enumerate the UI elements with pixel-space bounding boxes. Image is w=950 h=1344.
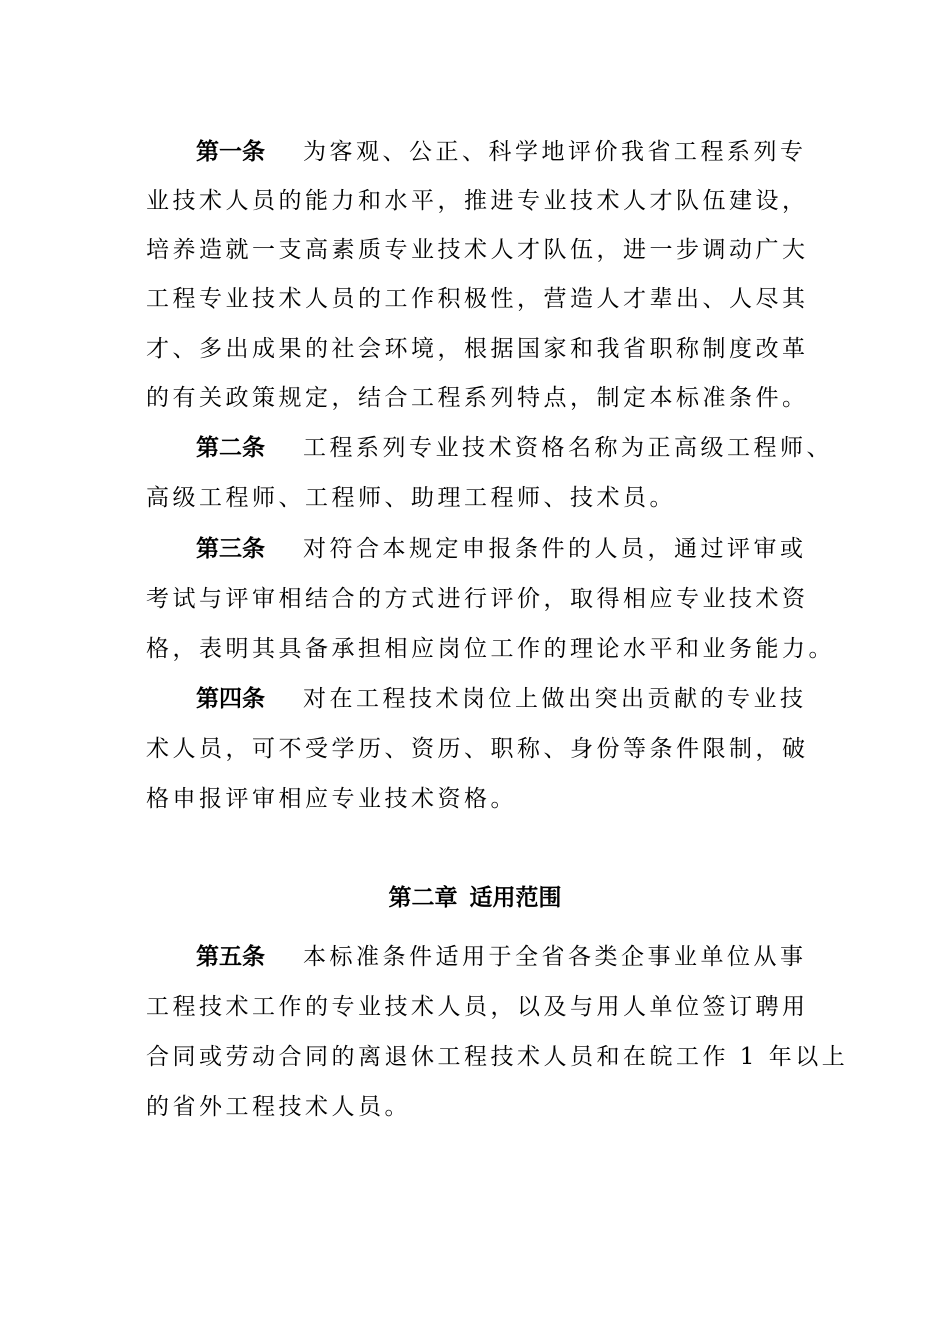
article-4-line-2: 术人员，可不受学历、资历、职称、身份等条件限制，破 (146, 736, 809, 762)
article-5-line-2: 工程技术工作的专业技术人员，以及与用人单位签订聘用 (146, 994, 809, 1020)
article-1-line-3: 培养造就一支高素质专业技术人才队伍，进一步调动广大 (146, 237, 809, 263)
article-5-line-4: 的省外工程技术人员。 (146, 1094, 411, 1120)
article-1-label: 第一条 (196, 139, 265, 165)
article-1-line-4: 工程专业技术人员的工作积极性，营造人才辈出、人尽其 (146, 286, 809, 312)
article-1-line-6: 的有关政策规定，结合工程系列特点，制定本标准条件。 (146, 385, 809, 411)
article-1-text-1: 为客观、公正、科学地评价我省工程系列专 (303, 139, 807, 165)
article-4-line-1 (196, 683, 807, 715)
article-2-line-1 (196, 432, 833, 464)
article-3-label: 第三条 (196, 536, 265, 562)
article-3-line-1 (196, 533, 807, 565)
chapter-title: 适用范围 (469, 885, 562, 911)
chapter-number: 第二章 (388, 885, 458, 911)
article-3-text-1: 对符合本规定申报条件的人员，通过评审或 (303, 536, 807, 562)
article-1-line-2: 业技术人员的能力和水平，推进专业技术人才队伍建设， (146, 188, 809, 214)
article-4-line-3: 格申报评审相应专业技术资格。 (146, 786, 517, 812)
article-5-label: 第五条 (196, 944, 265, 970)
article-5-text-1: 本标准条件适用于全省各类企事业单位从事 (303, 944, 807, 970)
article-4-text-1: 对在工程技术岗位上做出突出贡献的专业技 (303, 686, 807, 712)
article-4-label: 第四条 (196, 686, 265, 712)
article-2-line-2: 高级工程师、工程师、助理工程师、技术员。 (146, 485, 676, 511)
chapter-heading (0, 880, 950, 916)
article-1-line-5: 才、多出成果的社会环境，根据国家和我省职称制度改革 (146, 336, 809, 362)
article-2-label: 第二条 (196, 435, 265, 461)
article-5-line-1 (196, 941, 807, 973)
article-3-line-3: 格，表明其具备承担相应岗位工作的理论水平和业务能力。 (146, 636, 835, 662)
article-1-line-1 (196, 136, 807, 168)
article-3-line-2: 考试与评审相结合的方式进行评价，取得相应专业技术资 (146, 586, 809, 612)
article-2-text-1: 工程系列专业技术资格名称为正高级工程师、 (303, 435, 833, 461)
article-5-line-3: 合同或劳动合同的离退休工程技术人员和在皖工作 1 年以上 (146, 1044, 849, 1070)
